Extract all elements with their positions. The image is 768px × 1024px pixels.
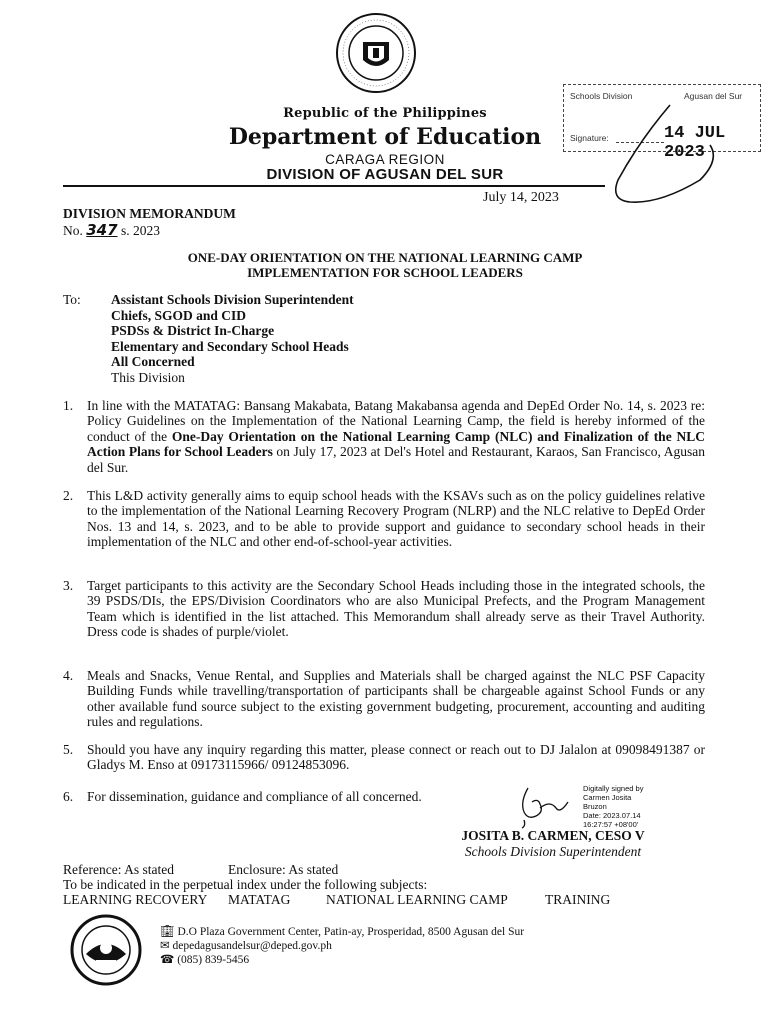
recipient-item: PSDSs & District In-Charge [111,323,275,338]
footer-email: depedagusandelsur@deped.gov.ph [172,940,332,952]
paragraph-3 [63,578,705,640]
recipient-item: Elementary and Secondary School Heads [111,338,349,354]
reference-line: Reference: As stated [63,862,174,877]
subject-item: NATIONAL LEARNING CAMP [326,892,508,907]
building-icon: 🏢︎ [160,926,175,938]
memo-no-value: 347 [86,221,118,239]
republic-line: Republic of the Philippines [283,106,487,121]
stamp-signature-label: Signature: [570,133,609,143]
handwritten-signature [510,782,580,830]
paragraph-number: 1. [63,398,74,413]
region-line: CARAGA REGION [325,152,445,167]
digisig-line: Bruzon [583,802,607,811]
paragraph-text: on July 17, 2023 at Del's Hotel and Restaurant, Karaos, San Francisco, Agusan del Sur. [87,444,705,475]
stamp-office-label: Schools Division [570,91,633,101]
digital-signature-note [583,784,643,829]
handwritten-loop-mark [590,100,740,210]
memo-no-prefix: No. [63,223,83,238]
subject-item: MATATAG [228,892,291,907]
paragraph-4 [63,668,705,730]
paragraph-text: Meals and Snacks, Venue Rental, and Supplies and Materials shall be charged against the NLC PSF Capacity Building Funds while travelling/transportation of participants shall be chargeable against School Funds or any other available fund source subject to the existing government budgeting, procurement, accounting and auditing rules and regulations. [87,668,705,730]
paragraph-number: 2. [63,488,74,503]
paragraph-bold-text: One-Day Orientation on the National Learning Camp (NLC) and Finalization of the NLC Action Plans for School Leaders [87,428,705,460]
department-title: Department of Education [228,124,542,150]
phone-icon: ☎ [160,954,175,966]
paragraph-number: 5. [63,742,74,757]
signatory-position: Schools Division Superintendent [464,844,642,859]
memo-title-line1: ONE-DAY ORIENTATION ON THE NATIONAL LEARNING CAMP [187,250,583,265]
paragraph-number: 4. [63,668,74,683]
deped-seal-logo [335,12,417,94]
memo-number [63,221,160,239]
digisig-line: 16:27:57 +08'00' [583,820,639,829]
paragraph-text: For dissemination, guidance and compliance of all concerned. [87,789,422,804]
paragraph-text: This L&D activity generally aims to equip school heads with the KSAVs such as on the policy guidelines relative to the implementation of the National Learning Recovery Program (NLRP) and the NLC relative to DepEd Order Nos. 13 and 14, s. 2023, and to be able to provide support and guidance to secondary school heads in their implementation of the NLC and other end-of-school-year activities. [87,488,705,550]
subject-item: LEARNING RECOVERY [63,892,208,907]
signatory-name: JOSITA B. CARMEN, CESO V [461,828,645,843]
memo-date: July 14, 2023 [483,190,559,205]
recipient-item: Chiefs, SGOD and CID [111,307,247,323]
memo-title-line2: IMPLEMENTATION FOR SCHOOL LEADERS [247,265,523,280]
recipient-item: This Division [111,369,185,385]
footer-phone-line [160,952,249,966]
footer-email-line [160,938,332,952]
paragraph-number: 3. [63,578,74,593]
index-note: To be indicated in the perpetual index under the following subjects: [63,877,428,892]
footer-address: D.O Plaza Government Center, Patin-ay, Prosperidad, 8500 Agusan del Sur [177,926,525,938]
stamp-date: 14 JUL 2023 [664,124,726,162]
paragraph-text: Should you have any inquiry regarding this matter, please connect or reach out to DJ Jalalon at 09098491387 or Gladys M. Enso at 09173115966/ 09124853096. [87,742,705,773]
digisig-line: Digitally signed by [583,784,644,793]
recipient-list [111,292,354,385]
memo-series: s. 2023 [120,223,160,238]
paragraph-2 [63,488,705,550]
digisig-line: Carmen Josita [583,793,632,802]
memo-heading: DIVISION MEMORANDUM [63,206,236,221]
division-seal-logo [70,914,142,986]
paragraph-5 [63,742,705,773]
recipient-item: All Concerned [111,354,195,369]
stamp-office-label-2: Agusan del Sur [684,91,743,101]
footer-address-line [160,924,524,938]
recipient-item: Assistant Schools Division Superintendent [111,292,354,307]
paragraph-1 [63,398,705,475]
paragraph-number: 6. [63,789,74,804]
header-divider [63,185,605,187]
mail-icon: ✉ [160,940,170,952]
footer-phone: (085) 839-5456 [177,954,250,966]
signatory-block [448,828,658,860]
digisig-line: Date: 2023.07.14 [583,811,641,820]
paragraph-6 [63,789,543,804]
paragraph-text: In line with the MATATAG: Bansang Makabata, Batang Makabansa agenda and DepEd Order No. 14, s. 2023 re: Policy Guidelines on the Implementation of the National Learning Camp, the field is hereby informed of the conduct of the [87,398,705,444]
subject-item: TRAINING [545,892,611,907]
enclosure-line: Enclosure: As stated [228,862,339,877]
division-line: DIVISION OF AGUSAN DEL SUR [266,166,504,183]
paragraph-text: Target participants to this activity are the Secondary School Heads including those in the integrated schools, the 39 PSDS/DIs, the EPS/Division Coordinators who are also Municipal Prefects, and the Program Management Team which is identified in the list attached. This Memorandum shall already serve as their Travel Authority. Dress code is shades of purple/violet. [87,578,705,640]
to-label: To: [63,292,81,307]
